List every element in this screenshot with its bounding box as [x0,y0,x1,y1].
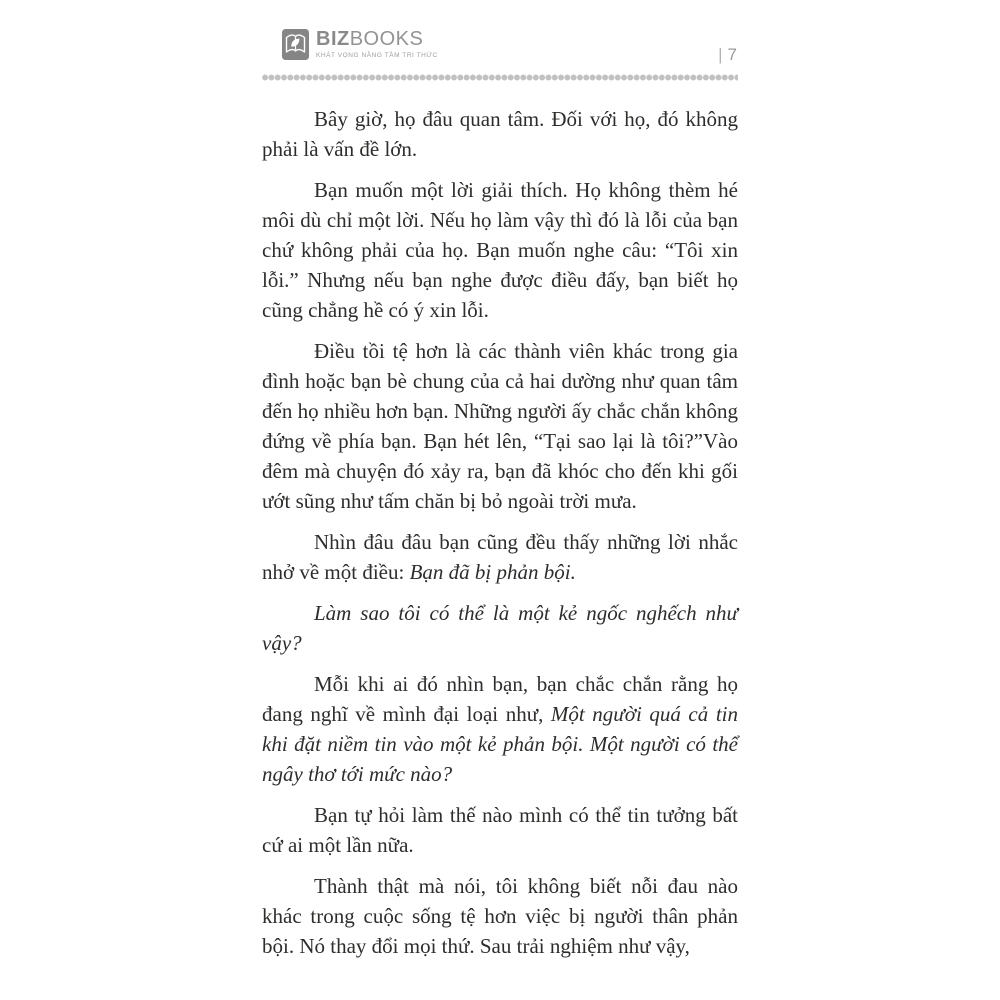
brand-name-bold-part: BIZ [316,28,350,50]
paragraph [262,669,738,789]
page-number-separator: | [718,45,724,64]
brand-text-block [316,29,438,60]
text-run: Thành thật mà nói, tôi không biết nỗi đau nào khác trong cuộc sống tệ hơn việc bị người thân phản bội. Nó thay đổi mọi thứ. Sau trải nghiệm như vậy, [262,874,738,958]
book-text-body [262,104,738,961]
page-number-value: 7 [727,45,738,64]
paragraph [262,104,738,164]
brand-tagline: KHÁT VỌNG NÂNG TẦM TRI THỨC [316,52,438,59]
book-page [262,0,738,961]
bizbooks-book-leaf-logo-icon [282,29,309,60]
text-run: Bạn muốn một lời giải thích. Họ không thèm hé môi dù chỉ một lời. Nếu họ làm vậy thì đó là lỗi của bạn chứ không phải của họ. Bạn muốn nghe câu: “Tôi xin lỗi.” Nhưng nếu bạn nghe được điều đấy, bạn biết họ cũng chẳng hề có ý xin lỗi. [262,178,738,322]
text-run: Điều tồi tệ hơn là các thành viên khác trong gia đình hoặc bạn bè chung của cả hai dường như quan tâm đến họ nhiều hơn bạn. Những người ấy chắc chắn không đứng về phía bạn. Bạn hét lên, “Tại sao lại là tôi?”Vào đêm mà chuyện đó xảy ra, bạn đã khóc cho đến khi gối ướt sũng như tấm chăn bị bỏ ngoài trời mưa. [262,339,738,513]
italic-text-run: Bạn đã bị phản bội. [409,560,576,584]
paragraph [262,175,738,325]
page-header [262,0,738,67]
paragraph [262,800,738,860]
italic-text-run: Một người quá cả tin khi đặt niềm tin vào một kẻ phản bội. Một người có thể ngây thơ tới mức nào? [262,702,738,786]
publisher-brand [262,29,738,60]
dotted-divider [262,74,738,81]
text-run: Bây giờ, họ đâu quan tâm. Đối với họ, đó không phải là vấn đề lớn. [262,107,738,161]
paragraph [262,527,738,587]
brand-name-light-part: BOOKS [349,28,424,50]
text-run: Nhìn đâu đâu bạn cũng đều thấy những lời nhắc nhở về một điều: [262,530,738,584]
page-number [718,45,738,65]
brand-name [316,28,423,50]
paragraph [262,598,738,658]
text-run: Mỗi khi ai đó nhìn bạn, bạn chắc chắn rằng họ đang nghĩ về mình đại loại như, [262,672,738,726]
paragraph [262,336,738,516]
italic-text-run: Làm sao tôi có thể là một kẻ ngốc nghếch như vậy? [262,601,738,655]
text-run: Bạn tự hỏi làm thế nào mình có thể tin tưởng bất cứ ai một lần nữa. [262,803,738,857]
paragraph [262,871,738,961]
